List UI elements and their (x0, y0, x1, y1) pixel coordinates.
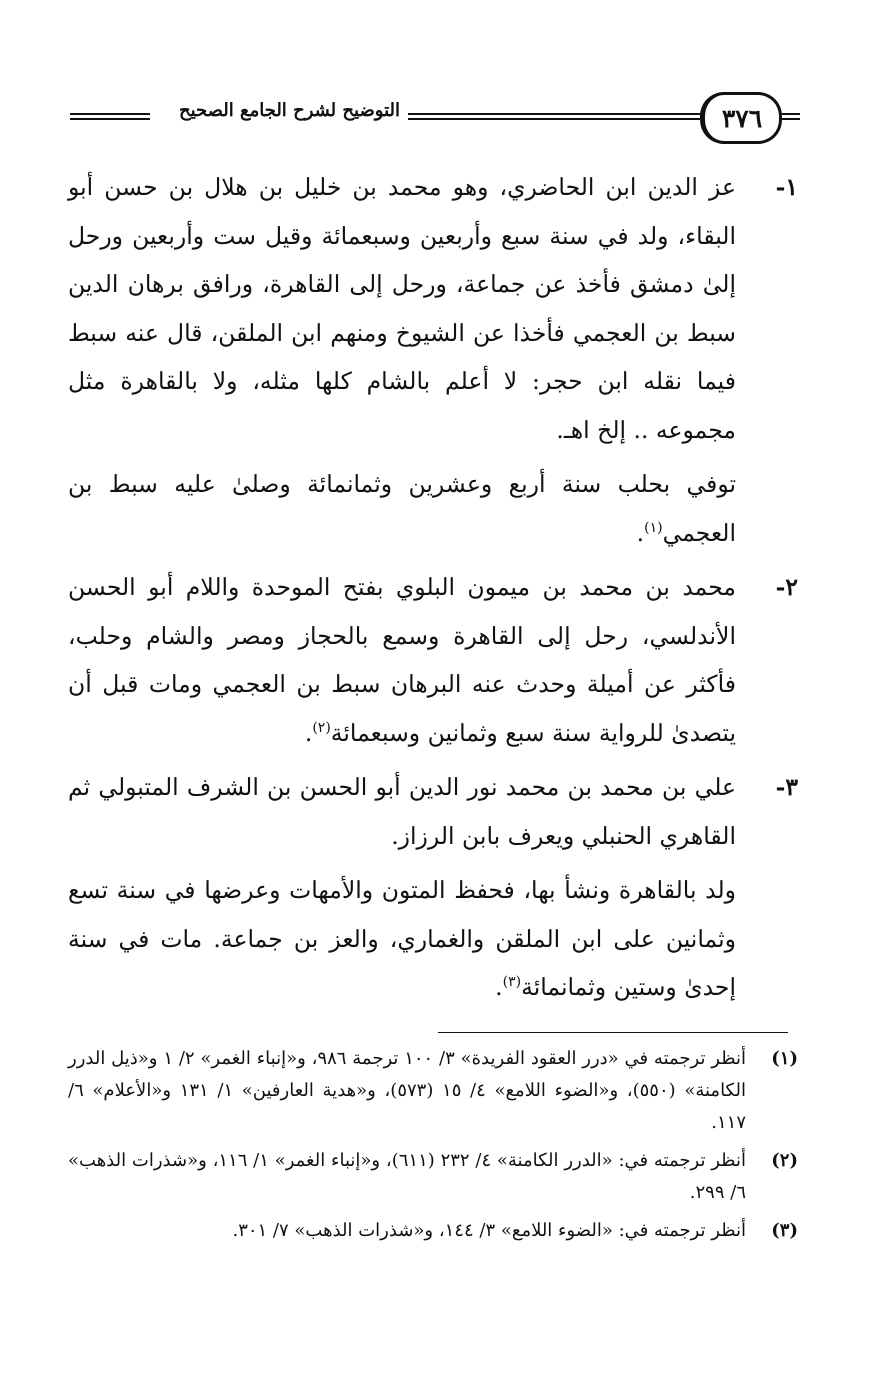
footnote-ref: (١) (644, 519, 663, 536)
footnote-separator (438, 1032, 788, 1033)
page-header (60, 88, 800, 148)
footnote-2 (68, 1145, 798, 1209)
header-rule-right (782, 113, 800, 120)
header-rule-left (70, 113, 150, 120)
entry-text: محمد بن محمد بن ميمون البلوي بفتح الموحدة واللام أبو الحسن الأندلسي، رحل إلى القاهرة وسمع بالحجاز ومصر والشام وحلب، فأكثر عن أميلة وحدث عنه البرهان سبط بن العجمي ومات قبل أن يتصدىٰ للرواية سنة سبع وثمانين وسبعمائة (68, 573, 736, 747)
sentence-end: . (495, 973, 503, 1001)
footnotes (68, 1043, 798, 1253)
footnote-ref: (٣) (502, 974, 522, 991)
entry-continuation (68, 866, 798, 1012)
footnote-ref: (٢) (312, 719, 331, 736)
entry-continuation (68, 460, 798, 557)
continuation-text: ولد بالقاهرة ونشأ بها، فحفظ المتون والأمهات وعرضها في سنة تسع وثمانين على ابن الملقن والغماري، والعز بن جماعة. مات في سنة إحدىٰ وستين وثمانمائة (68, 876, 736, 1001)
footnote-number: (٣) (771, 1220, 798, 1241)
biography-entry-1 (68, 163, 798, 454)
entry-number: ٢- (775, 573, 798, 601)
footnote-text: أنظر ترجمته في: «الدرر الكامنة» ٤/ ٢٣٢ (٦١١)، و«إنباء الغمر» ١/ ١١٦، و«شذرات الذهب» ٦/ ٢٩٩. (68, 1150, 746, 1203)
footnote-text: أنظر ترجمته في «درر العقود الفريدة» ٣/ ١٠٠ ترجمة ٩٨٦، و«إنباء الغمر» ٢/ ١ و«ذيل الدرر الكامنة» (٥٥٠)، و«الضوء اللامع» ٤/ ١٥ (٥٧٣)، و«هدية العارفين» ١/ ١٣١ و«الأعلام» ٦/ ١١٧. (68, 1048, 746, 1133)
entry-text: عز الدين ابن الحاضري، وهو محمد بن خليل بن هلال بن حسن أبو البقاء، ولد في سنة سبع وأربعين وسبعمائة وقيل ست وأربعين ورحل إلىٰ دمشق فأخذ عن جماعة، ورحل إلى القاهرة، ورافق برهان الدين سبط بن العجمي فأخذا عن الشيوخ ومنهم ابن الملقن، قال عنه سبط فيما نقله ابن حجر: لا أعلم بالشام كلها مثله، ولا بالقاهرة مثل مجموعه .. إلخ اهـ. (68, 173, 736, 444)
continuation-text: توفي بحلب سنة أربع وعشرين وثمانمائة وصلىٰ عليه سبط بن العجمي (68, 470, 736, 547)
entry-text: علي بن محمد بن محمد نور الدين أبو الحسن بن الشرف المتبولي ثم القاهري الحنبلي ويعرف بابن الرزاز. (68, 773, 736, 850)
footnote-1 (68, 1043, 798, 1139)
main-text (68, 163, 798, 1012)
footnote-number: (١) (771, 1048, 798, 1069)
entry-number: ٣- (775, 773, 798, 801)
page-number: ٣٧٦ (700, 92, 782, 144)
footnote-number: (٢) (771, 1150, 798, 1171)
book-title: التوضيح لشرح الجامع الصحيح (178, 100, 400, 121)
header-rule-middle (408, 113, 708, 120)
biography-entry-3 (68, 763, 798, 860)
sentence-end: . (304, 718, 313, 747)
sentence-end: . (636, 518, 645, 547)
footnote-3 (68, 1215, 798, 1247)
footnote-text: أنظر ترجمته في: «الضوء اللامع» ٣/ ١٤٤، و«شذرات الذهب» ٧/ ٣٠١. (232, 1220, 746, 1241)
biography-entry-2 (68, 563, 798, 757)
entry-number: ١- (775, 173, 798, 201)
